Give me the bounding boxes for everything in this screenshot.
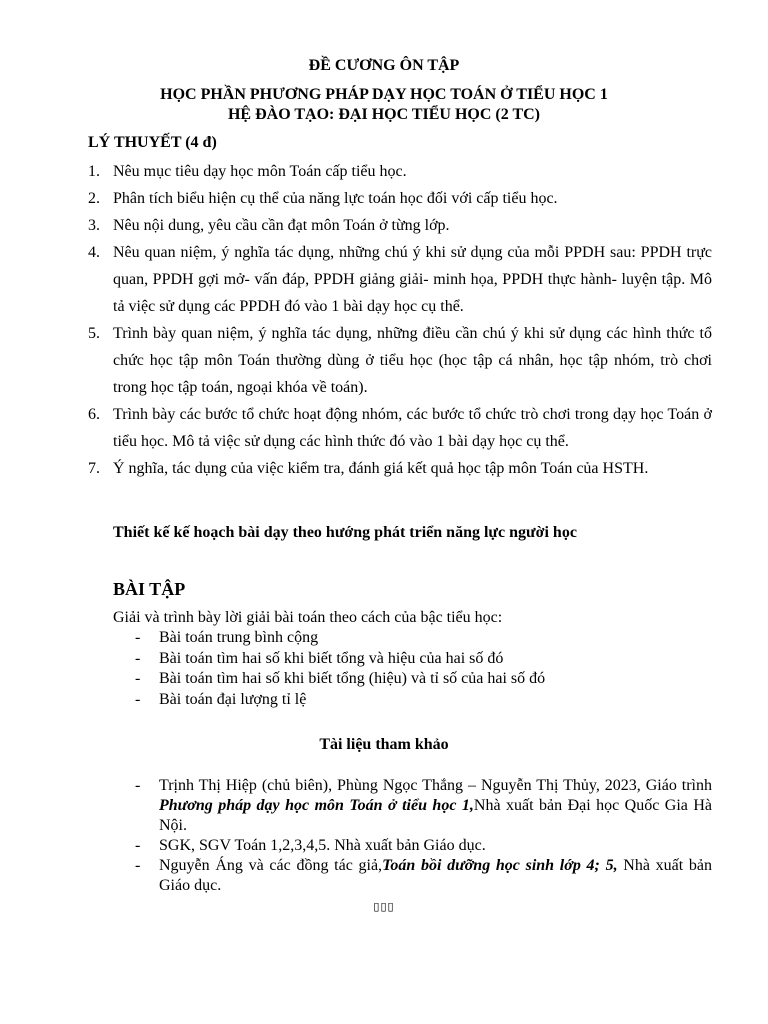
dash-bullet: - bbox=[135, 629, 141, 646]
theory-heading: LÝ THUYẾT (4 đ) bbox=[88, 134, 217, 151]
theory-question bbox=[88, 239, 712, 320]
question-number: 4. bbox=[88, 244, 100, 261]
dash-bullet: - bbox=[135, 690, 141, 708]
exercise-list bbox=[135, 628, 712, 710]
reference-publisher: Nhà xuất bản Giáo dục. bbox=[159, 857, 713, 894]
question-number: 6. bbox=[88, 406, 100, 423]
lesson-plan-heading: Thiết kế kế hoạch bài dạy theo hướng phát triển năng lực người học bbox=[113, 524, 577, 541]
footer-mark: ▯▯▯ bbox=[373, 901, 395, 913]
question-text: Ý nghĩa, tác dụng của việc kiểm tra, đánh giá kết quả học tập môn Toán của HSTH. bbox=[113, 460, 649, 477]
theory-question bbox=[88, 158, 712, 185]
theory-question bbox=[88, 320, 712, 401]
question-text: Phân tích biểu hiện cụ thể của năng lực toán học đối với cấp tiểu học. bbox=[113, 190, 558, 207]
exercise-text: Bài toán trung bình cộng bbox=[159, 629, 319, 646]
dash-bullet: - bbox=[135, 649, 141, 667]
reference-publisher: Nhà xuất bản Đại học Quốc Gia Hà Nội. bbox=[159, 797, 713, 834]
document-title: ĐỀ CƯƠNG ÔN TẬP bbox=[308, 57, 460, 74]
theory-question bbox=[88, 455, 712, 482]
question-text: Trình bày các bước tổ chức hoạt động nhóm, các bước tổ chức trò chơi trong dạy học Toán ở tiểu học. Mô tả việc sử dụng các hình thức đó vào 1 bài dạy học cụ thể. bbox=[113, 406, 712, 450]
question-text: Trình bày quan niệm, ý nghĩa tác dụng, những điều cần chú ý khi sử dụng các hình thức tổ chức học tập môn Toán thường dùng ở tiểu học (học tập cá nhân, học tập nhóm, trò chơi trong học tập toán, ngoại khóa về toán). bbox=[113, 325, 712, 396]
question-text: Nêu quan niệm, ý nghĩa tác dụng, những chú ý khi sử dụng của mỗi PPDH sau: PPDH trực quan, PPDH gợi mở- vấn đáp, PPDH giảng giải- minh họa, PPDH thực hành- luyện tập. Mô tả việc sử dụng các PPDH đó vào 1 bài dạy học cụ thể. bbox=[113, 244, 712, 315]
exercises-intro: Giải và trình bày lời giải bài toán theo cách của bậc tiểu học: bbox=[113, 609, 503, 626]
theory-question-list bbox=[88, 158, 712, 482]
reference-text: Trịnh Thị Hiệp (chủ biên), Phùng Ngọc Thắng – Nguyễn Thị Thủy, 2023, Giáo trình bbox=[159, 777, 712, 794]
course-title: HỌC PHẦN PHƯƠNG PHÁP DẠY HỌC TOÁN Ở TIỂU HỌC 1 bbox=[160, 86, 608, 103]
question-number: 7. bbox=[88, 460, 100, 477]
exercises-heading: BÀI TẬP bbox=[113, 579, 186, 599]
theory-question bbox=[88, 212, 712, 239]
dash-bullet: - bbox=[135, 670, 141, 687]
question-text: Nêu nội dung, yêu cầu cần đạt môn Toán ở từng lớp. bbox=[113, 217, 450, 234]
reference-item bbox=[135, 856, 712, 896]
dash-bullet: - bbox=[135, 837, 141, 854]
reference-text: Nguyễn Áng và các đồng tác giả, bbox=[159, 857, 383, 874]
program-title: HỆ ĐÀO TẠO: ĐẠI HỌC TIỂU HỌC (2 TC) bbox=[227, 106, 541, 123]
reference-item bbox=[135, 836, 712, 856]
dash-bullet: - bbox=[135, 857, 141, 874]
question-number: 3. bbox=[88, 217, 100, 234]
question-number: 2. bbox=[88, 190, 100, 207]
exercise-item bbox=[135, 628, 712, 649]
dash-bullet: - bbox=[135, 777, 141, 794]
question-number: 1. bbox=[88, 163, 100, 180]
reference-book-title: Phương pháp dạy học môn Toán ở tiểu học 1, bbox=[159, 797, 474, 814]
exercise-item bbox=[135, 649, 712, 670]
reference-text: SGK, SGV Toán 1,2,3,4,5. Nhà xuất bản Giáo dục. bbox=[159, 837, 486, 854]
reference-book-title: Toán bồi dưỡng học sinh lớp 4; 5, bbox=[382, 857, 618, 874]
exercise-item bbox=[135, 669, 712, 690]
exercise-text: Bài toán đại lượng tỉ lệ bbox=[159, 690, 307, 708]
exercise-text: Bài toán tìm hai số khi biết tổng và hiệu của hai số đó bbox=[159, 649, 504, 667]
exercise-item bbox=[135, 690, 712, 711]
theory-question bbox=[88, 185, 712, 212]
theory-question bbox=[88, 401, 712, 455]
reference-item bbox=[135, 776, 712, 836]
reference-list bbox=[135, 776, 712, 896]
exercise-text: Bài toán tìm hai số khi biết tổng (hiệu) và tỉ số của hai số đó bbox=[159, 670, 546, 687]
references-heading: Tài liệu tham khảo bbox=[319, 736, 449, 753]
question-number: 5. bbox=[88, 325, 100, 342]
question-text: Nêu mục tiêu dạy học môn Toán cấp tiểu học. bbox=[113, 163, 407, 180]
